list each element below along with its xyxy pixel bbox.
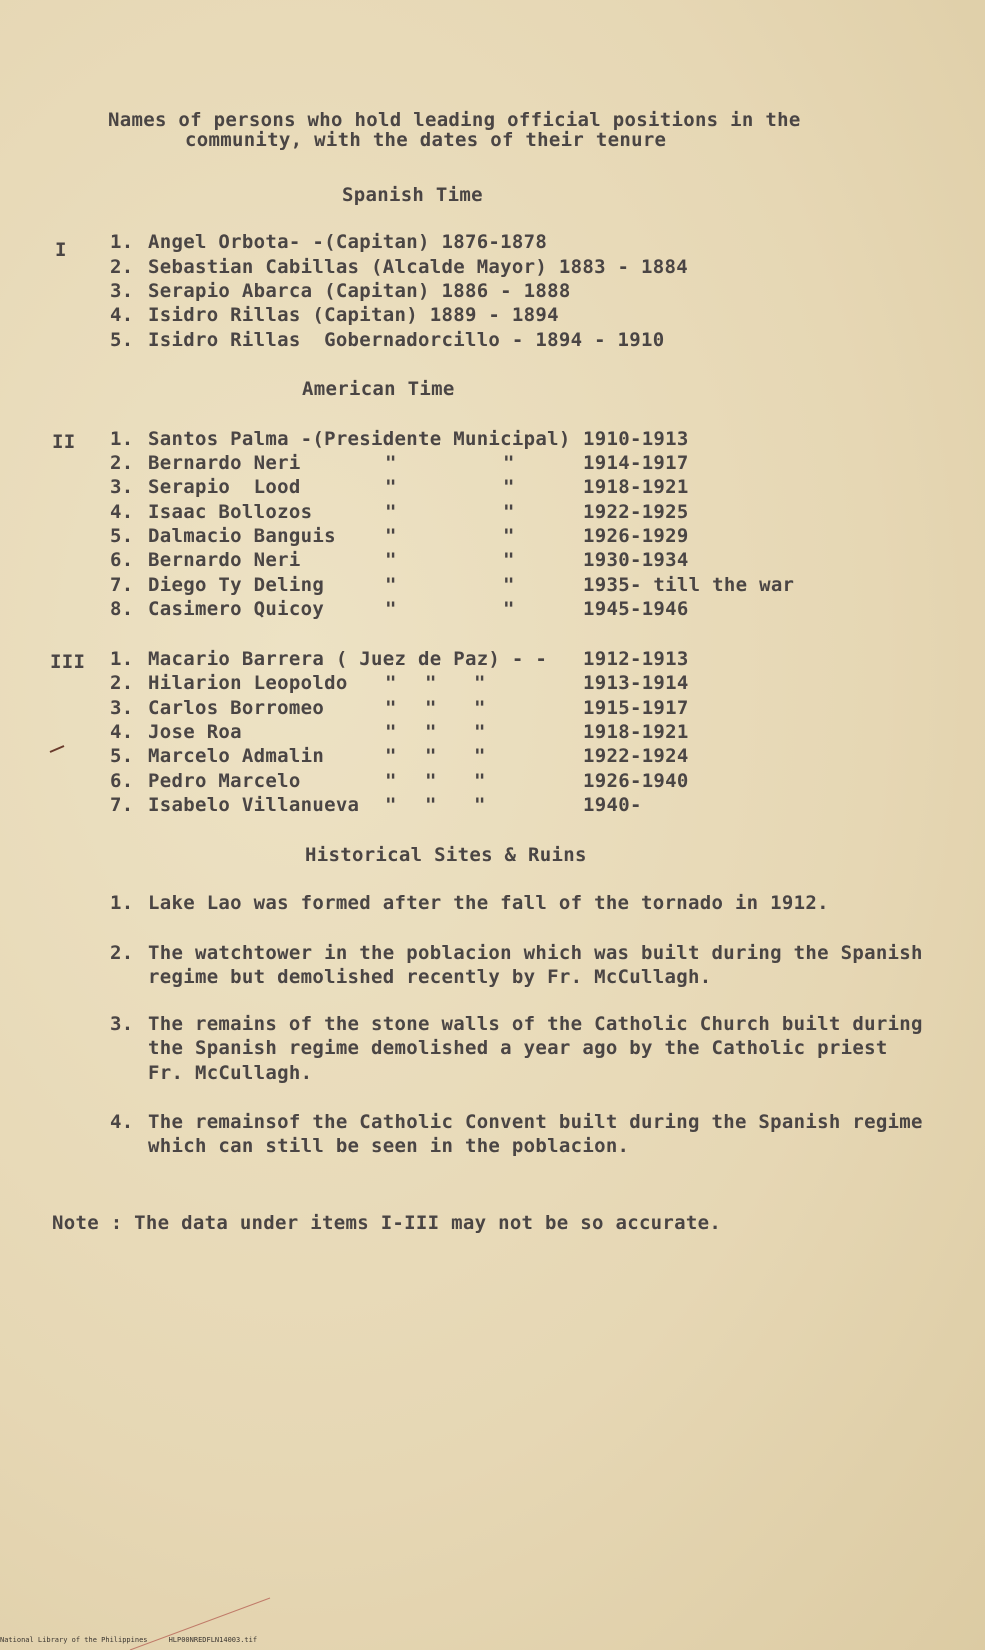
- row-number: 3.: [110, 697, 134, 719]
- roman-numeral-iii: III: [50, 651, 86, 673]
- row-name: Jose Roa: [148, 721, 242, 743]
- list-item-line: Lake Lao was formed after the fall of the tornado in 1912.: [148, 892, 829, 914]
- row-name: Pedro Marcelo: [148, 770, 301, 792]
- ditto-mark: ": [425, 672, 437, 694]
- row-name: Santos Palma -(Presidente Municipal): [148, 428, 571, 450]
- row-years: 1913-1914: [583, 672, 689, 694]
- list-item-number: 3.: [110, 280, 134, 302]
- row-years: 1912-1913: [583, 648, 689, 670]
- list-item-number: 2.: [110, 942, 134, 964]
- ditto-mark: ": [474, 721, 486, 743]
- list-item-number: 3.: [110, 1013, 134, 1035]
- list-item-number: 1.: [110, 231, 134, 253]
- row-years: 1914-1917: [583, 452, 689, 474]
- row-number: 6.: [110, 549, 134, 571]
- ditto-mark: ": [503, 501, 515, 523]
- list-item-number: 4.: [110, 1111, 134, 1133]
- ditto-mark: ": [503, 452, 515, 474]
- row-name: Isaac Bollozos: [148, 501, 313, 523]
- row-years: 1918-1921: [583, 476, 689, 498]
- list-item-line: Fr. McCullagh.: [148, 1062, 313, 1084]
- row-name: Diego Ty Deling: [148, 574, 325, 596]
- row-years: 1935- till the war: [583, 574, 795, 596]
- row-name: Carlos Borromeo: [148, 697, 325, 719]
- ditto-mark: ": [385, 794, 397, 816]
- row-name: Serapio Lood: [148, 476, 301, 498]
- ditto-mark: ": [503, 549, 515, 571]
- list-item: Isidro Rillas Gobernadorcillo - 1894 - 1910: [148, 329, 665, 351]
- row-number: 1.: [110, 648, 134, 670]
- row-number: 8.: [110, 598, 134, 620]
- ditto-mark: ": [385, 745, 397, 767]
- row-name: Macario Barrera ( Juez de Paz) - -: [148, 648, 548, 670]
- row-years: 1915-1917: [583, 697, 689, 719]
- row-years: 1922-1924: [583, 745, 689, 767]
- ditto-mark: ": [385, 598, 397, 620]
- row-number: 2.: [110, 452, 134, 474]
- row-name: Bernardo Neri: [148, 452, 301, 474]
- footer-credit: National Library of the Philippines HLP00NREDFLN14003.tif: [0, 1636, 258, 1644]
- list-item-number: 5.: [110, 329, 134, 351]
- list-item: Sebastian Cabillas (Alcalde Mayor) 1883 - 1884: [148, 256, 688, 278]
- heading-american-time: American Time: [302, 378, 455, 400]
- ditto-mark: ": [425, 721, 437, 743]
- ditto-mark: ": [474, 672, 486, 694]
- row-number: 3.: [110, 476, 134, 498]
- row-years: 1945-1946: [583, 598, 689, 620]
- ditto-mark: ": [385, 525, 397, 547]
- roman-numeral-ii: II: [52, 431, 76, 453]
- list-item: Serapio Abarca (Capitan) 1886 - 1888: [148, 280, 571, 302]
- ditto-mark: ": [425, 794, 437, 816]
- ditto-mark: ": [474, 745, 486, 767]
- list-item-number: 4.: [110, 304, 134, 326]
- list-item-line: regime but demolished recently by Fr. McCullagh.: [148, 966, 712, 988]
- ditto-mark: ": [503, 598, 515, 620]
- ditto-mark: ": [503, 574, 515, 596]
- ditto-mark: ": [385, 501, 397, 523]
- list-item: Angel Orbota- -(Capitan) 1876-1878: [148, 231, 548, 253]
- list-item-line: which can still be seen in the poblacion.: [148, 1135, 630, 1157]
- list-item: Isidro Rillas (Capitan) 1889 - 1894: [148, 304, 559, 326]
- ditto-mark: ": [385, 452, 397, 474]
- row-number: 1.: [110, 428, 134, 450]
- heading-historical-sites: Historical Sites & Ruins: [305, 844, 587, 866]
- row-number: 5.: [110, 525, 134, 547]
- ditto-mark: ": [425, 697, 437, 719]
- list-item-line: The watchtower in the poblacion which was built during the Spanish: [148, 942, 923, 964]
- row-years: 1926-1929: [583, 525, 689, 547]
- heading-spanish-time: Spanish Time: [342, 184, 483, 206]
- ditto-mark: ": [385, 549, 397, 571]
- ditto-mark: ": [385, 721, 397, 743]
- row-name: Bernardo Neri: [148, 549, 301, 571]
- title-line-1: Names of persons who hold leading official positions in the: [108, 109, 801, 131]
- ditto-mark: ": [474, 697, 486, 719]
- row-years: 1918-1921: [583, 721, 689, 743]
- list-item-number: 2.: [110, 256, 134, 278]
- row-number: 6.: [110, 770, 134, 792]
- row-number: 4.: [110, 721, 134, 743]
- note-text: Note : The data under items I-III may not be so accurate.: [52, 1212, 722, 1234]
- row-name: Casimero Quicoy: [148, 598, 325, 620]
- pen-stroke: [50, 746, 64, 752]
- ditto-mark: ": [503, 525, 515, 547]
- row-number: 4.: [110, 501, 134, 523]
- ditto-mark: ": [474, 770, 486, 792]
- list-item-line: the Spanish regime demolished a year ago by the Catholic priest: [148, 1037, 888, 1059]
- row-name: Marcelo Admalin: [148, 745, 325, 767]
- row-number: 2.: [110, 672, 134, 694]
- row-years: 1910-1913: [583, 428, 689, 450]
- row-number: 7.: [110, 574, 134, 596]
- ditto-mark: ": [474, 794, 486, 816]
- title-line-2: community, with the dates of their tenure: [185, 129, 667, 151]
- list-item-line: The remains of the stone walls of the Catholic Church built during: [148, 1013, 923, 1035]
- ditto-mark: ": [385, 697, 397, 719]
- row-years: 1926-1940: [583, 770, 689, 792]
- ditto-mark: ": [425, 745, 437, 767]
- list-item-number: 1.: [110, 892, 134, 914]
- row-years: 1930-1934: [583, 549, 689, 571]
- list-item-line: The remainsof the Catholic Convent built during the Spanish regime: [148, 1111, 923, 1133]
- row-name: Hilarion Leopoldo: [148, 672, 348, 694]
- ditto-mark: ": [385, 574, 397, 596]
- row-number: 7.: [110, 794, 134, 816]
- row-name: Isabelo Villanueva: [148, 794, 360, 816]
- row-name: Dalmacio Banguis: [148, 525, 336, 547]
- ditto-mark: ": [385, 672, 397, 694]
- ditto-mark: ": [385, 476, 397, 498]
- roman-numeral-i: I: [55, 239, 67, 261]
- row-years: 1940-: [583, 794, 642, 816]
- ditto-mark: ": [385, 770, 397, 792]
- ditto-mark: ": [425, 770, 437, 792]
- row-number: 5.: [110, 745, 134, 767]
- ditto-mark: ": [503, 476, 515, 498]
- row-years: 1922-1925: [583, 501, 689, 523]
